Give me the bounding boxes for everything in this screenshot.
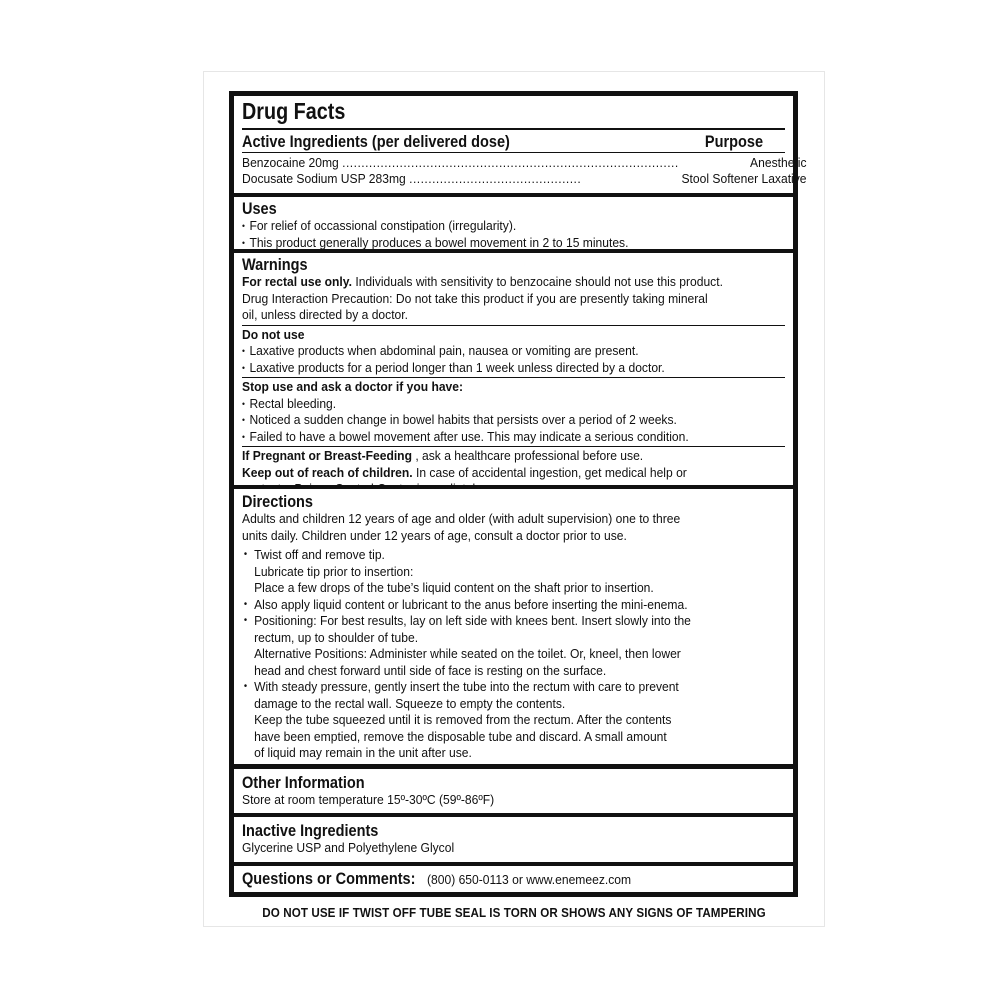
- interaction-line: oil, unless directed by a doctor.: [242, 307, 409, 322]
- ingredient-name: Docusate Sodium USP 283mg: [242, 171, 406, 186]
- questions-row: [242, 870, 785, 889]
- ingredient-row: [242, 155, 807, 172]
- direction-step: • Also apply liquid content or lubricant to the anus before inserting the mini-enema.: [242, 597, 747, 614]
- other-information-section: [234, 769, 793, 813]
- page-title: Drug Facts: [242, 98, 346, 124]
- warnings-heading: Warnings: [242, 256, 308, 274]
- stop-use-item: • Failed to have a bowel movement after use. This may indicate a serious condition.: [242, 429, 747, 446]
- keep-away-bold: Keep out of reach of children.: [242, 464, 413, 480]
- uses-section: [234, 197, 793, 249]
- inactive-ingredients-text: Glycerine USP and Polyethylene Glycol: [242, 840, 455, 855]
- active-ingredients-heading: Active Ingredients (per delivered dose): [242, 132, 510, 151]
- direction-step-line: Place a few drops of the tube’s liquid content on the shaft prior to insertion.: [254, 580, 654, 595]
- warnings-section: [234, 253, 793, 485]
- active-heading-row: [242, 133, 785, 151]
- directions-intro: Adults and children 12 years of age and older (with adult supervision) one to three: [242, 511, 681, 526]
- direction-step-line: Alternative Positions: Administer while seated on the toilet. Or, kneel, then lower: [254, 646, 681, 661]
- active-divider: [242, 152, 785, 153]
- do-not-use-heading: Do not use: [242, 326, 305, 342]
- pregnant-warning: [242, 448, 747, 465]
- questions-section: [234, 866, 793, 892]
- uses-item: • For relief of occassional constipation (irregularity).: [242, 218, 747, 235]
- warnings-divider: [242, 446, 785, 447]
- warnings-divider: [242, 325, 785, 326]
- directions-heading: Directions: [242, 493, 314, 511]
- uses-heading: Uses: [242, 200, 277, 218]
- questions-contact: (800) 650-0113 or www.enemeez.com: [427, 872, 632, 887]
- drug-facts-card: [204, 72, 824, 926]
- questions-heading: Questions or Comments:: [242, 870, 416, 888]
- direction-step-line: Lubricate tip prior to insertion:: [254, 563, 414, 579]
- inactive-ingredients-heading: Inactive Ingredients: [242, 822, 379, 840]
- direction-step: • With steady pressure, gently insert the tube into the rectum with care to prevent: [242, 679, 747, 696]
- direction-step-line: Keep the tube squeezed until it is removed from the rectum. After the contents: [254, 712, 672, 727]
- direction-step-line: have been emptied, remove the disposable tube and discard. A small amount: [254, 728, 667, 744]
- leader-dots: ........................................................................................: [342, 154, 679, 170]
- interaction-line: Drug Interaction Precaution: Do not take this product if you are presently taking mineral: [242, 290, 708, 306]
- pregnant-warning-text: , ask a healthcare professional before use.: [411, 448, 644, 463]
- direction-step-line: damage to the rectal wall. Squeeze to empty the contents.: [254, 695, 566, 711]
- leader-dots: .............................................: [409, 171, 582, 186]
- tamper-warning-footer: DO NOT USE IF TWIST OFF TUBE SEAL IS TORN OR SHOWS ANY SIGNS OF TAMPERING: [262, 906, 766, 920]
- directions-intro: units daily. Children under 12 years of age, consult a doctor prior to use.: [242, 527, 627, 543]
- drug-facts-panel: [229, 91, 807, 897]
- stop-use-heading: Stop use and ask a doctor if you have:: [242, 379, 464, 394]
- direction-step-line: rectum, up to shoulder of tube.: [254, 629, 419, 645]
- inactive-ingredients-section: [234, 817, 793, 862]
- stop-use-item: • Rectal bleeding.: [242, 396, 747, 413]
- keep-away-warning: [242, 465, 747, 482]
- warnings-divider: [242, 377, 785, 378]
- ingredient-row: [242, 171, 807, 188]
- directions-section: [234, 489, 793, 764]
- ingredient-purpose: Stool Softener Laxative: [681, 171, 807, 186]
- direction-step: • Twist off and remove tip.: [242, 547, 747, 564]
- ingredient-purpose: Anesthetic: [750, 154, 807, 170]
- stop-use-item: • Noticed a sudden change in bowel habits that persists over a period of 2 weeks.: [242, 412, 747, 429]
- other-information-text: Store at room temperature 15º-30ºC (59º-86ºF): [242, 792, 495, 807]
- active-ingredients-section: [234, 96, 807, 193]
- do-not-use-item: • Laxative products when abdominal pain, nausea or vomiting are present.: [242, 343, 747, 360]
- do-not-use-item: • Laxative products for a period longer than 1 week unless directed by a doctor.: [242, 360, 747, 377]
- purpose-heading: Purpose: [704, 132, 763, 151]
- uses-item: • This product generally produces a bowel movement in 2 to 15 minutes.: [242, 235, 747, 252]
- other-information-heading: Other Information: [242, 774, 365, 792]
- rectal-warning-text: Individuals with sensitivity to benzocaine should not use this product.: [351, 274, 723, 289]
- keep-away-text: In case of accidental ingestion, get medical help or: [412, 464, 687, 480]
- ingredient-name: Benzocaine 20mg: [242, 154, 339, 170]
- rectal-warning: [242, 274, 747, 291]
- direction-step-line: of liquid may remain in the unit after use.: [254, 745, 472, 760]
- rectal-warning-bold: For rectal use only.: [242, 274, 352, 289]
- title-divider: [242, 128, 785, 130]
- direction-step: • Positioning: For best results, lay on left side with knees bent. Insert slowly into the: [242, 613, 747, 630]
- pregnant-warning-bold: If Pregnant or Breast-Feeding: [242, 448, 412, 463]
- direction-step-line: head and chest forward until side of face is resting on the surface.: [254, 662, 607, 678]
